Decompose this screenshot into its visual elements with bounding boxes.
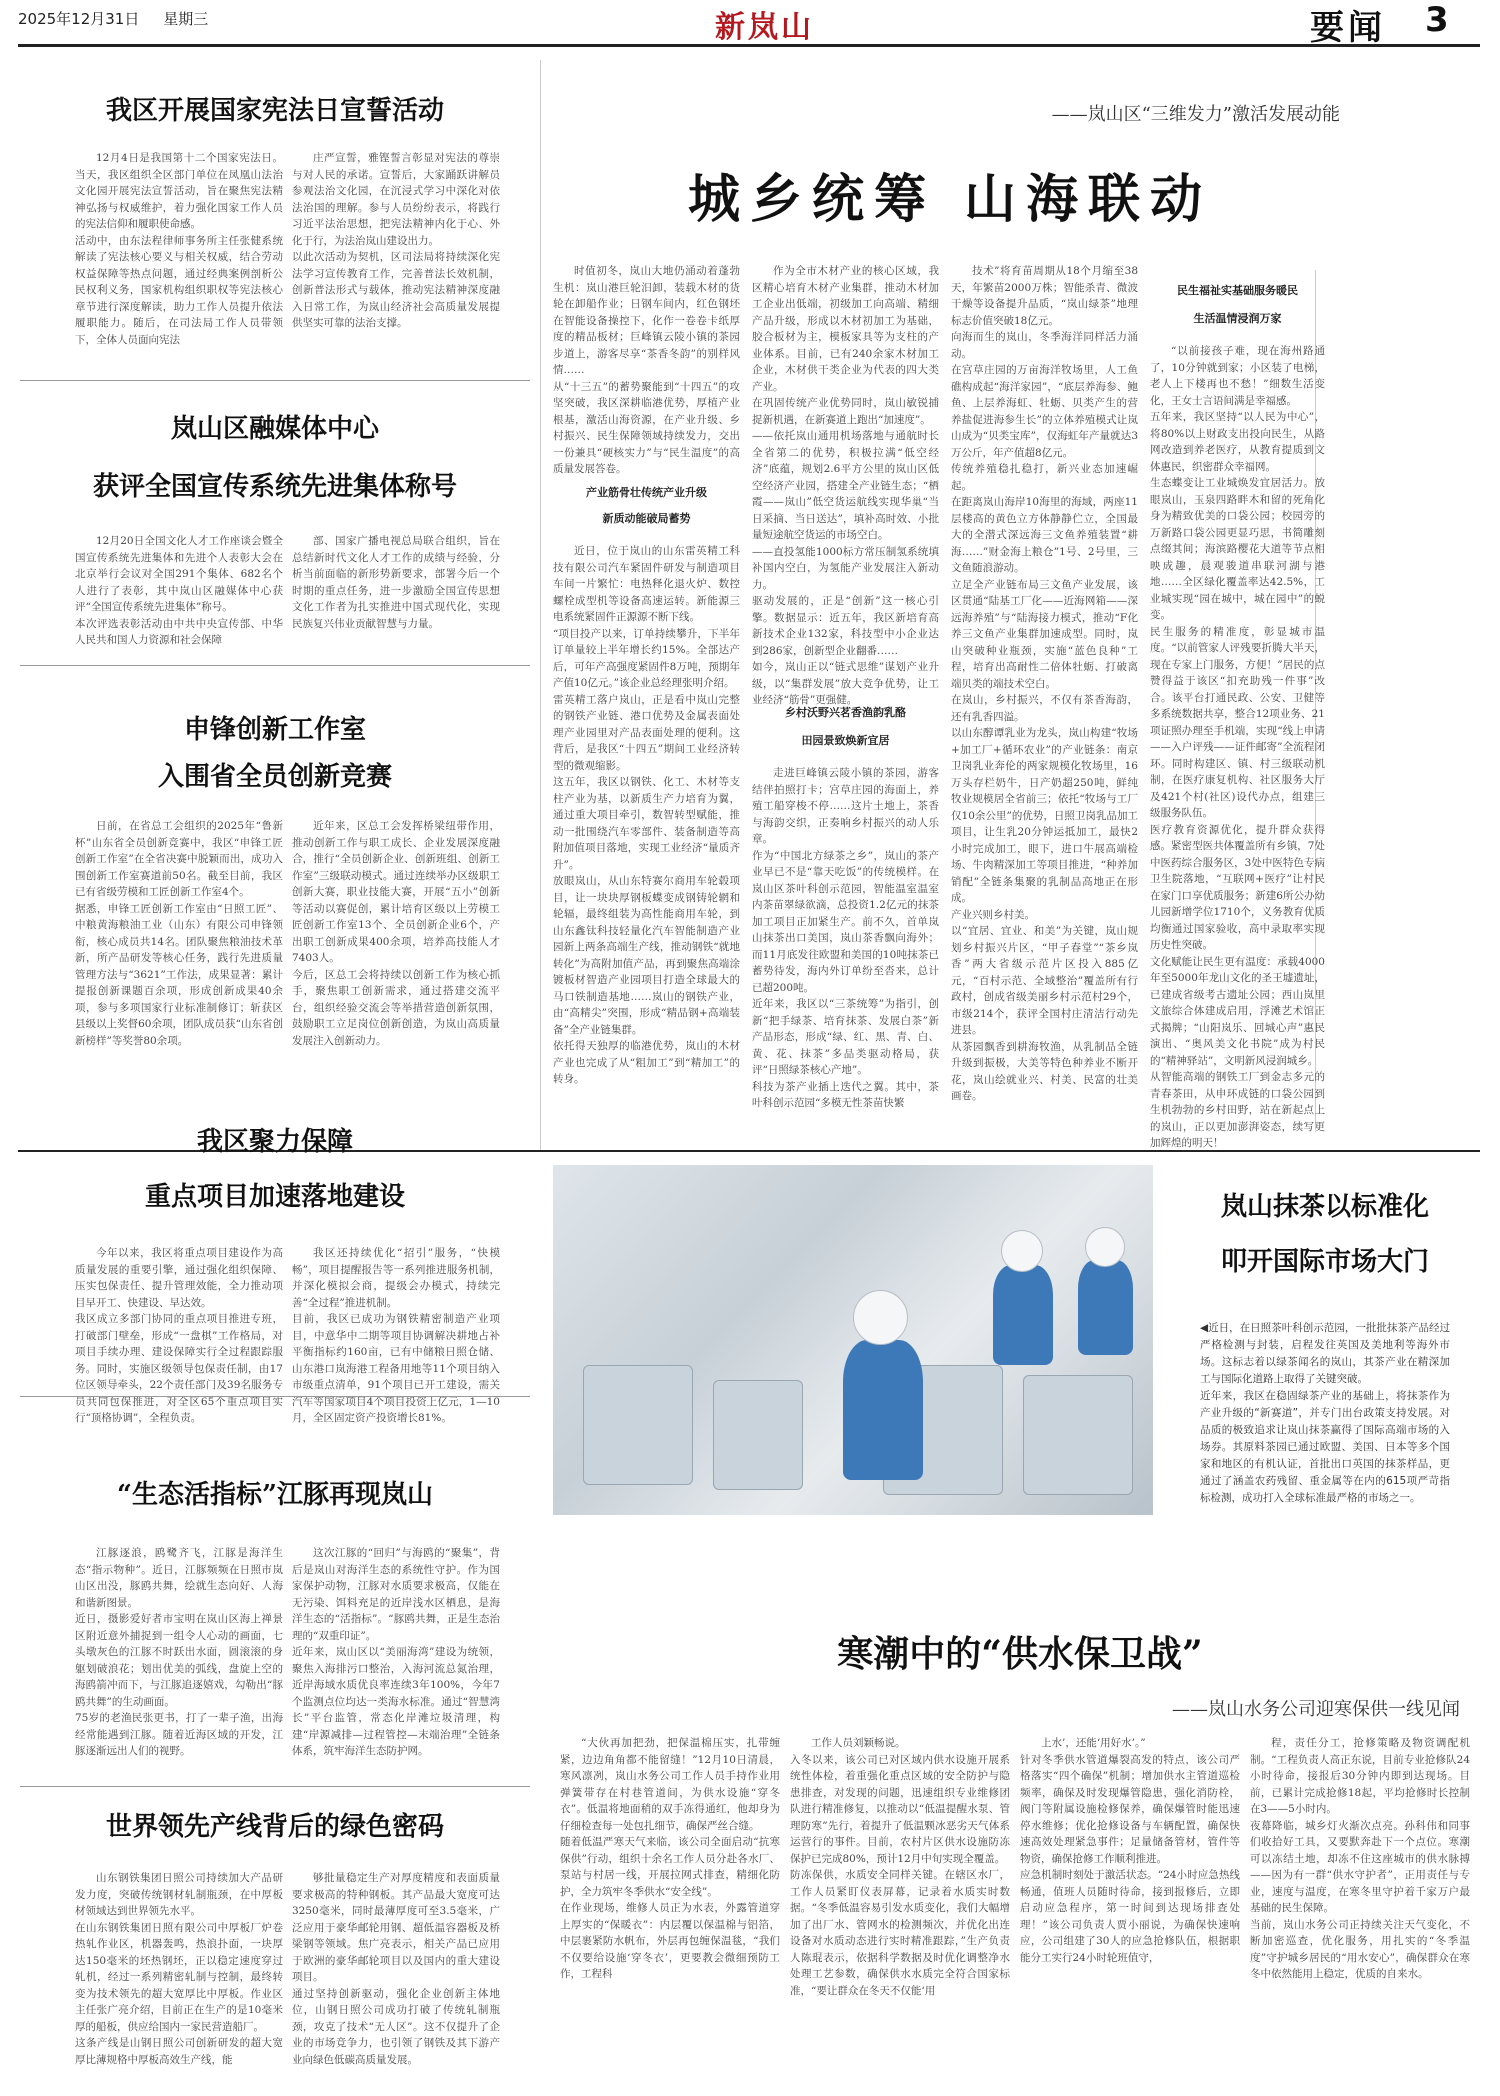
article-body-projects-right: 我区还持续优化“招引”服务，“快模畅”，项目提醒报告等一系列推进服务机制，并深化模拟会商，提级会办模式，持续完善“全过程”推进机制。 目前，我区已成功为钢铁精密制造产业项目，中意华中二期等项目协调解决耕地占补平衡指标约160亩，已有中储粮日照仓储、山东港口岚海港工程备用地等11个项目纳入市级重点清单，91个项目已开工建设，需关汽车等国家项目4个项目投资上亿元，1—10月，全区固定资产投资增长81%。 <box>292 1247 500 1424</box>
worker-head <box>1085 1227 1125 1267</box>
feature-col2-body-b: 走进巨峰镇云陵小镇的茶园，游客结伴拍照打卡；宫草庄园的海面上，养殖工船穿梭不停……这片土地上，茶香与海韵交织，正奏响乡村振兴的动人乐章。 作为“中国北方绿茶之乡”，岚山的茶产业早已不是“靠天吃饭”的传统模样。在岚山区茶叶科创示范园，智能温室温室内茶苗翠绿欲滴，总投资1.2亿元的抹茶加工项目正加紧生产。前不久，首单岚山抹茶出口美国，岚山茶香飘向海外；而11月底发往欧盟和美国的10吨抹茶已蓄势待发，海内外订单纷至沓来，总计已超200吨。 近年来，我区以“三茶统筹”为指引，创新“把手绿茶、培育抹茶、发展白茶”新产品形态，形成“绿、红、黑、青、白、黄、花、抹茶”多品类驱动格局，获评“日照绿茶核心产地”。 科技为茶产业插上迭代之翼。其中，茶叶科创示范园“多模无性茶苗快繁 <box>752 767 939 1109</box>
feature-subhead-livelihood-1: 民生福祉实基础服务暖民 <box>1177 284 1298 297</box>
headline-matcha-2: 叩开国际市场大门 <box>1220 1247 1429 1277</box>
feature-subhead-village-1: 乡村沃野兴茗香渔韵乳酪 <box>785 706 906 719</box>
article-body-media-right: 部、国家广播电视总局联合组织，旨在总结新时代文化人才工作的成绩与经验，分析当前面临的新形势新要求，部署今后一个时期的重点任务，进一步激励全国宣传思想文化工作者为扎实推进中国式现代化，实现民族复兴伟业贡献智慧与力量。 <box>292 535 500 630</box>
packaging-machine <box>713 1380 803 1490</box>
packaging-machine <box>583 1365 693 1485</box>
article-divider <box>20 380 530 381</box>
header-rule <box>18 44 1480 47</box>
article-body-projects-left: 今年以来，我区将重点项目建设作为高质量发展的重要引擎，通过强化组织保障、压实包保责任、提升管理效能，全力推动项目早开工、快建设、早达效。 我区成立多部门协同的重点项目推进专班，打破部门壁垒，形成“一盘棋”工作格局，对项目手续办理、建设保障实行全过程跟踪服务。同时，实施区级领导包保责任制，由17位区领导牵头，22个责任部门及39名服务专员共同包保推进，对全区65个重点项目实行“顶格协调”，全程负责。 <box>75 1247 283 1424</box>
issue-date <box>18 8 208 29</box>
feature-kicker: ——岚山区“三维发力”激活发展动能 <box>1051 104 1340 125</box>
worker-head <box>1001 1230 1043 1272</box>
masthead-logo: 新岚山 <box>715 10 814 45</box>
matcha-factory-photo <box>553 1165 1153 1515</box>
headline-innovation-1: 申锋创新工作室 <box>183 715 366 745</box>
article-body-green-right: 够批量稳定生产对厚度精度和表面质量要求极高的特种钢板。其产品最大宽度可达3250毫米，同时最薄厚度可至3.5毫米，广泛应用于豪华邮轮用钢、超低温容器板及桥梁钢等领域。焦广亮表示，相关产品已应用于欧洲的豪华邮轮项目以及国内的重大建设项目。 通过坚持创新驱动，强化企业创新主体地位，山钢日照公司成功打破了传统轧制瓶颈，攻克了技术“无人区”。这不仅提升了企业的市场竞争力，也引领了钢铁及其下游产业向绿色低碳高质量发展。 <box>292 1872 500 2066</box>
packaging-machine <box>1023 1375 1133 1495</box>
worker-head <box>853 1290 908 1345</box>
headline-water-supply: 寒潮中的“供水保卫战” <box>837 1633 1203 1675</box>
headline-key-projects-2: 重点项目加速落地建设 <box>144 1182 405 1212</box>
article-body-innovation-right: 近年来，区总工会发挥桥梁纽带作用，推动创新工作与职工成长、企业发展深度融合，推行“全员创新企业、创新班组、创新工作室”三级联动模式。通过连续举办区级职工创新大赛，职业技能大赛，开展“五小”创新等活动以赛促创，累计培育区级以上劳模工匠创新工作室13个、全员创新企业6个，产出职工创新成果400余项，培养高技能人才7403人。 今后，区总工会将持续以创新工作为核心抓手，聚焦职工创新需求，通过搭建交流平台，组织经验交流会等举措营造创新氛围，鼓励职工立足岗位创新创造，为岚山高质量发展注入创新动力。 <box>292 820 500 1047</box>
worker-figure <box>993 1265 1053 1365</box>
feature-subhead-industry-1: 产业筋骨壮传统产业升级 <box>586 486 707 499</box>
article-divider <box>20 665 530 666</box>
worker-figure <box>1078 1260 1133 1355</box>
article-divider <box>20 1786 530 1787</box>
feature-headline: 城乡统筹 山海联动 <box>687 169 1213 230</box>
headline-key-projects-1: 我区聚力保障 <box>196 1127 353 1157</box>
weekday-text: 星期三 <box>163 10 209 28</box>
article-body-ecology-right: 这次江豚的“回归”与海鸥的“聚集”，背后是岚山对海洋生态的系统性守护。作为国家保护动物，江豚对水质要求极高，仅能在无污染、饵料充足的近岸浅水区栖息，是海洋生态的“活指标”。“豚鸥共舞，正是生态治理的“双重印证”。 近年来，岚山区以“美丽海湾”建设为统领，聚焦入海排污口整治，入海河流总氮治理，近岸海域水质优良率连续3年100%，今年7个监测点位均达一类海水标准。通过“智慧湾长”平台监管，常态化岸滩垃圾清理，构建“岸源减排—过程管控—末端治理”全链条体系，筑牢海洋生态防护网。 <box>292 1547 500 1757</box>
feature-col2-body: 作为全市木材产业的核心区域，我区精心培育木材产业集群，推动木材加工企业出低端，初级加工向高端、精细产品升级，形成以木材初加工为基础，胶合板材为主，模板家具等为支柱的产业体系。目前，已有240余家木材加工企业，木材供干类企业为代表的四大类产业。 在巩固传统产业优势同时，岚山敏锐捕捉新机遇，在新赛道上跑出“加速度”。 ——依托岚山通用机场落地与通航时长全省第二的优势，积极拉满“低空经济”底蕴，规划2.6平方公里的岚山区低空经济产业园，搭建全产业链生态；“栖霞——岚山”低空货运航线实现华巢“当日采摘、当日送达”，填补高时效、小批量短途航空货运的市场空白。 ——直投氢能1000标方常压制氢系统填补国内空白，为氢能产业发展注入新动力。 驱动发展的，正是“创新”这一核心引擎。数据显示：近五年，我区新培育高新技术企业132家，科技型中小企业达到286家，创新型企业翻番…… 如今，岚山正以“链式思维”谋划产业升级，以“集群发展”放大竞争优势，让工业经济“筋骨”更强健。 <box>752 265 939 706</box>
headline-constitution-day: 我区开展国家宪法日宣誓活动 <box>105 96 444 126</box>
feature-col1-body: 近日，位于岚山的山东雷英精工科技有限公司汽车紧固件研发与制造项目车间一片繁忙：电热释化退火炉、数控螺栓成型机等设备高速运转。新能源三电系统紧固件正源源不断下线。 “项目投产以来，订单持续攀升，下半年订单量较上半年增长约15%。全部达产后，可年产高强度紧固件8万吨，预期年产值10亿元。”该企业总经理张明介绍。 雷英精工落户岚山，正是看中岚山完整的钢铁产业链、港口优势及金属表面处理产业园里对产品表面处理的便利。这背后，是我区“十四五”期间工业经济转型的微观缩影。 这五年，我区以钢铁、化工、木材等支柱产业为基，以新质生产力培育为翼，通过重大项目牵引，数智转型赋能，推动一批围绕汽车零部件、装备制造等高附加值项目落地，实现工业经济“量质齐升”。 放眼岚山，从山东特赛尔商用车轮毂项目，让一块块厚钢板蝶变成钢铸轮辋和轮辐，最终组装为高性能商用车轮，到山东鑫钛科技轻量化汽车智能制造产业园新上两条高端生产线，推动钢铁“就地转化”为高附加值产品，再到聚焦高端涂镀板材智造产业园项目打造全球最大的马口铁制造基地……岚山的钢铁产业，由“高精尖”突围，形成“精品钢+高端装备”全产业链集群。 依托得天独厚的临港优势，岚山的木材产业也完成了从“粗加工”到“精加工”的转身。 <box>553 545 740 1085</box>
article-body-media-left: 12月20日全国文化人才工作座谈会暨全国宣传系统先进集体和先进个人表彰大会在北京举行会议对全国291个集体、682名个人进行了表彰，其中岚山区融媒体中心获评“全国宣传系统先进集体”称号。 本次评选表彰活动由中共中央宣传部、中华人民共和国人力资源和社会保障 <box>75 535 283 646</box>
page-number: 3 <box>1425 0 1449 40</box>
feature-col4-body: “以前接孩子难，现在海州路通了，10分钟就到家；小区装了电梯，老人上下楼再也不愁！”细数生活变化，王女士言语间满是幸福感。 五年来，我区坚持“以人民为中心”，将80%以上财政支出投向民生，从路网改造到养老医疗，从教育提质到文体惠民，织密群众幸福网。 生态蝶变让工业城焕发宜居活力。放眼岚山，玉泉四路畔木和留的死角化身为精致优美的口袋公园；校园旁的万新路口袋公园更显巧思，书简雕刻点缀其间；海滨路樱花大道等节点相映成趣，晨观骏道串联河湖与港地……全区绿化覆盖率达42.5%，工业城实现“园在城中，城在园中”的蜕变。 民生服务的精准度，彰显城市温度。“以前管家人评残要折腾大半天，现在专家上门服务，方便！”居民的点赞得益于该区“扣充助残一件事”改合。该平台打通民政、公安、卫健等多系统数据共享，整合12项业务、21项证照办理至手机端，实现“线上申请——入户评残——证件邮寄”全流程闭环。同时构建区、镇、村三级联动机制，在医疗康复机构、社区服务大厅及421个村(社区)设代办点，组建三级服务队伍。 医疗教育资源优化，提升群众获得感。紧密型医共体覆盖所有乡镇，7处中医药综合服务区，3处中医特色专病卫生院落地，“互联网+医疗”让村民在家门口享优质服务；新建6所公办幼儿园新增学位1710个，义务教育优质均衡通过国家验收，高中录取率实现历史性突破。 文化赋能让民生更有温度：承载4000年至5000年龙山文化的圣王墟遗址，已建成省级考古遗址公园；西山岚里文旅综合体建成启用，浮滩艺术馆正式揭牌；“山阳岚乐、回城心声”惠民演出、“奥风美文化书院”成为村民的“精神驿站”，文明新风浸润城乡。 从智能高端的钢铁工厂到金志多元的青春茶田，从申环成链的口袋公园到生机勃勃的乡村田野，站在新起点上的岚山，正以更加澎湃姿态，续写更加辉煌的明天！ <box>1150 345 1325 1149</box>
feature-subhead-village-2: 田园景致焕新宜居 <box>801 734 890 747</box>
water-supply-kicker: ——岚山水务公司迎寒保供一线见闻 <box>1172 1699 1460 1720</box>
article-divider <box>20 1396 530 1397</box>
water-col4: 程，责任分工，抢修策略及物资调配机制。“工程负责人高正东说，目前专业抢修队24小时待命，接报后30分钟内即到达现场。目前，已累计完成抢修18起，平均抢修时长控制在3——5小时内。 夜幕降临，城乡灯火渐次点亮。孙科伟和同事们收拾好工具，又要默奔赴下一个点位。寒潮可以冻结土地，却冻不住这座城市的供水脉搏——因为有一群“供水守护者”，正用责任与专业，速度与温度，在寒冬里守护着千家万户最基础的民生保障。 当前，岚山水务公司正持续关注天气变化，不断加密巡查，优化服务，用扎实的“冬季温度”守护城乡居民的“用水安心”，确保群众在寒冬中依然能用上稳定，优质的自来水。 <box>1250 1737 1470 1980</box>
water-col2: 工作人员刘颖畅说。 入冬以来，该公司已对区域内供水设施开展系统性体检，着重强化重点区域的安全防护与隐患排查，对发现的问题，迅速组织专业维修团队进行精准修复，以推动以“低温提醒水泵、管理防寒”先行，着提升了低温颗冰恶劣天气体系运营行的事件。目前，农村片区供水设施防冻保护已完成80%，预计12月中旬实现全覆盖。 防冻保供，水质安全同样关键。在辖区水厂，工作人员紧盯仪表屏幕，记录着水质实时数据。“冬季低温容易引发水质变化，我们大幅增加了出厂水、管网水的检测频次，并优化出连设备对水质动态进行实时精准跟踪，”生产负责人陈琨表示，依据科学数据及时优化调整净水处理工艺参数，确保供水水质完全符合国家标准，“要让群众在冬天不仅能‘用 <box>790 1737 1010 1997</box>
water-col3: 上水’，还能‘用好水’。” 针对冬季供水管道爆裂高发的特点，该公司严格落实“四个确保”机制；增加供水主管道巡检频率，确保及时发现爆管隐患，强化消防栓，阀门等附属设施检修保养，确保爆管时能迅速停水维修；优化抢修设备与车辆配置，确保快速高效处理紧急事件；足量储备管材，管件等物资，确保抢修工作顺利推进。 应急机制时刻处于激活状态。“24小时应急热线畅通，值班人员随时待命，接到报修后，立即启动应急程序，第一时间到达现场排查处理！”该公司负责人贾小丽说，为确保快速响应，公司组建了30人的应急抢修队伍，根据职能分工实行24小时轮班值守， <box>1020 1737 1240 1964</box>
article-body-innovation-left: 日前，在省总工会组织的2025年“鲁新杯”山东省全员创新竞赛中，我区“申锋工匠创新工作室”在全省决赛中脱颖而出，成功入围创新工作室赛道前50名。截至目前，我区已有省级劳模和工匠创新工作室4个。 据悉，申锋工匠创新工作室由“日照工匠”、中粮黄海粮油工业（山东）有限公司申锋领衔，核心成员共14名。团队聚焦粮油技术革新，所产品研发等核心任务，践行先进质量管理方法与“3621”工作法，成果显著：累计提报创新课题百余项，形成创新成果40余项，参与多项国家行业标准制修订；斩获区县级以上奖督60余项，团队成员获“山东省创新榜样”等奖誉80余项。 <box>75 820 283 1047</box>
water-col1: “大伙再加把劲，把保温棉压实，扎带缠紧，边边角角都不能留缝！”12月10日清晨，寒风凛冽，岚山水务公司工作人员手持作业用弹簧带存在村巷管道间，为供水设施“穿冬衣”。低温将地面稍的双手冻得通红，他却身为仔细检查每一处包扎细节，确保严丝合缝。 随着低温严寒天气来临，该公司全面启动“抗寒保供”行动，组织十余名工作人员分赴各水厂、泵站与村居一线，开展拉网式排查，精细化防护，全力筑牢冬季供水“安全线”。 在作业现场，维修人员正为水表，外露管道穿上厚实的“保暖衣”：内层覆以保温棉与铝箔，中层裹紧防水帆布，外层再包缠保温毯，“我们不仅要给设施‘穿冬衣’，更要教会微细预防工作，工程科 <box>560 1737 780 1980</box>
feature-col3-body: 技术”将育苗周期从18个月缩至38天，年繁苗2000万株；智能杀青、微波干燥等设备提升品质，“岚山绿茶”地理标志价值突破18亿元。 向海而生的岚山，冬季海洋同样活力涌动。 在宫草庄园的万亩海洋牧场里，人工鱼礁构成起“海洋家园”，“底层养海参、鲍鱼、上层养海虹、牡蛎、贝类产生的营养盐促进海参生长”的立体养殖模式让岚山成为“贝类宝库”，仅海虹年产量就达3万公斤，年产值超8亿元。 传统养殖稳扎稳打，新兴业态加速崛起。 在距离岚山海岸10海里的海域，两座11层楼高的黄色立方体静静伫立，全国最大的全潜式深远海三文鱼养殖装置“耕海……”财金海上粮仓”1号、2号里，三文鱼随浪游动。 立足全产业链布局三文鱼产业发展，该区贯通“陆基工厂化——近海网箱——深远海养殖”与“陆海接力模式，推动“F化养三文鱼产业集群加速成型。同时，岚山突破种业瓶颈，实施“蓝色良种”工程，培育出高耐性二倍体牡蛎、打破离端贝类的端技术空白。 在岚山，乡村振兴，不仅有茶香海韵，还有乳香四溢。 以山东醇谭乳业为龙头，岚山构建“牧场+加工厂+循环农业”的产业链条：南京卫岗乳业奔伦的两家规模化牧场里，16万头存栏奶牛，日产奶超250吨，鲜纯牧业规模居全省前三；依托“牧场与工厂仅10余公里”的优势，日照卫岗乳品加工项目，让生乳20分钟运抵加工，最快2小时完成加工，眼下，进口牛展高端检场、牛肉精深加工等项目推进，“种养加销配”全链条集聚的乳制品高地正在形成。 产业兴则乡村美。 以“宜居、宜业、和美”为关键，岚山规划乡村振兴片区，“甲子春堂”“茶乡岚香”两大省级示范片区投入885亿元，“百村示范、全域整治”覆盖所有行政村，创成省级美丽乡村示范村29个，市级214个，获评全国村庄清洁行动先进县。 从茶园飘香到耕海牧渔，从乳制品全链升级到振极，大美等特色种养业不断开花，岚山绘就业兴、村美、民富的壮美画卷。 <box>951 265 1138 1102</box>
column-divider <box>540 60 541 1150</box>
feature-subhead-industry-2: 新质动能破局蓄势 <box>602 512 691 525</box>
matcha-caption: ◀近日，在日照茶叶科创示范园，一批批抹茶产品经过严格检测与封装，启程发往英国及美地利等海外市场。这标志着以绿茶闻名的岚山，其茶产业在精深加工与国际化道路上取得了关键突破。 近年来，我区在稳固绿茶产业的基础上，将抹茶作为产业升级的“新赛道”，并专门出台政策支持发展。对品质的极致追求让岚山抹茶赢得了国际高端市场的入场券。其原料茶园已通过欧盟、美国、日本等多个国家和地区的有机认证，首批出口英国的抹茶样品，更通过了涵盖农药残留、重金属等在内的615项严苛指标检测，成功打入全球标准最严格的市场之一。 <box>1200 1322 1450 1504</box>
headline-matcha-1: 岚山抹茶以标准化 <box>1220 1192 1429 1222</box>
article-body-ecology-left: 江豚逐浪，鸥鹭齐飞，江豚是海洋生态“指示物种”。近日，江豚频频在日照市岚山区出没，豚鸥共舞，绘就生态向好、人海和谐新图景。 近日，摄影爱好者市宝明在岚山区海上禅景区附近意外捕捉到一组令人心动的画面，七头墩灰色的江豚不时跃出水面，圆滚滚的身躯划破浪花；划出优美的弧线，盘旋上空的海鸥箭冲而下，与江豚追逐嬉戏，勾勒出“豚鸥共舞”的生动画面。 75岁的老渔民张更书，打了一辈子渔，出海经常能遇到江豚。随着近海区域的开发，江豚逐渐远出人们的视野。 <box>75 1547 283 1757</box>
article-body-constitution-right: 庄严宣誓，雅铿誓言彰显对宪法的尊崇与对人民的承诺。宣誓后，大家踊跃讲解员参观法治文化园，在沉浸式学习中深化对依法治国的理解。参与人员纷纷表示，将践行习近平法治思想，把宪法精神内化于心、外化于行，为法治岚山建设出力。 以此次活动为契机，区司法局将持续深化宪法学习宣传教育工作，完善普法长效机制，创新普法形式与载体，推动宪法精神深度融入日常工作，为岚山经济社会高质量发展提供坚实可靠的法治支撑。 <box>292 152 500 329</box>
headline-innovation-2: 入围省全员创新竞赛 <box>157 762 392 792</box>
worker-figure <box>843 1340 923 1480</box>
date-text: 2025年12月31日 <box>18 10 140 28</box>
headline-media-center-1: 岚山区融媒体中心 <box>170 414 379 444</box>
headline-media-center-2: 获评全国宣传系统先进集体称号 <box>92 472 457 502</box>
feature-col1-intro: 时值初冬，岚山大地仍涌动着蓬勃生机：岚山港巨轮汨卸，装载木材的货轮在卸船作业；日钢车间内，红色钢坯在智能设备操控下，化作一卷卷卡纸厚度的精品板材；巨峰镇云陵小镇的茶园步道上，游客尽享“茶香冬韵”的别样风情…… 从“十三五”的蓄势聚能到“十四五”的攻坚突破，我区深耕临港优势，厚植产业根基，激活山海资源，在产业升级、乡村振兴、民生保障领域持续发力，交出一份兼具“硬核实力”与“民生温度”的高质量发展答卷。 <box>553 265 740 475</box>
headline-ecology: “生态活指标”江豚再现岚山 <box>117 1480 433 1510</box>
feature-subhead-livelihood-2: 生活温情浸润万家 <box>1193 312 1282 325</box>
article-body-green-left: 山东钢铁集团日照公司持续加大产品研发力度，突破传统钢材轧制瓶颈，在中厚板材领域达到世界领先水平。 在山东钢铁集团日照有限公司中厚板厂炉卷热轧作业区，机器轰鸣，热浪扑面，一块厚达150毫米的坯热钢坯，正以稳定速度穿过轧机，经过一系列精密轧制与控制，最终转变为技术领先的超大宽厚比中厚板。作业区主任张广亮介绍，目前正在生产的是10毫米厚的船板，供应给国内一家民营造船厂。 这条产线是山钢日照公司创新研发的超大宽厚比薄规格中厚板高效生产线，能 <box>75 1872 283 2066</box>
article-body-constitution-left: 12月4日是我国第十二个国家宪法日。当天，我区组织全区部门单位在凤凰山法治文化园开展宪法宣誓活动，旨在聚焦宪法精神弘扬与权威维护，着力强化国家工作人员的宪法信仰和履职使命感。 活动中，由东法程律师事务所主任张健系统解读了宪法核心要义与相关权威，结合劳动权益保障等热点问题，通过经典案例剖析公民权利义务，国家机构组织职权等宪法核心章节进行深度解读，助力工作人员提升依法履职能力。随后，在司法局工作人员带领下，全体人员面向宪法 <box>75 152 283 346</box>
headline-green-code: 世界领先产线背后的绿色密码 <box>105 1812 444 1842</box>
section-name: 要闻 <box>1310 8 1386 48</box>
